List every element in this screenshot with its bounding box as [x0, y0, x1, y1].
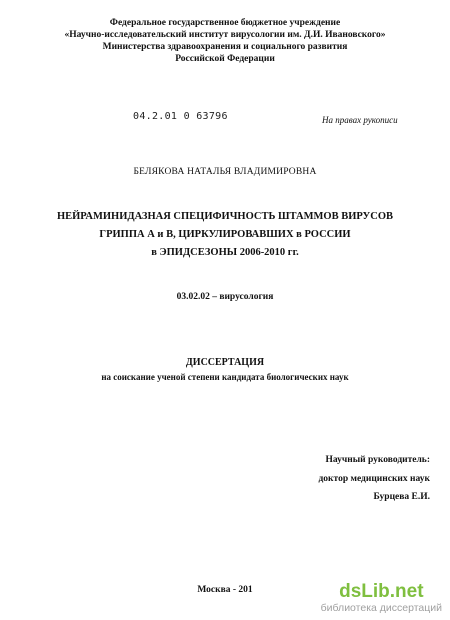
rights-note: На правах рукописи	[322, 115, 398, 125]
institution-header-line-3: Министерства здравоохранения и социального развития	[102, 42, 348, 52]
author-name: БЕЛЯКОВА НАТАЛЬЯ ВЛАДИМИРОВНА	[133, 167, 317, 177]
specialty-code: 03.02.02 – вирусология	[176, 292, 274, 302]
city-year: Москва - 201	[197, 585, 253, 595]
dslib-subtitle: библиотека диссертаций	[320, 602, 442, 614]
supervisor-name: Бурцева Е.И.	[373, 492, 430, 502]
registration-number-stamp: 04.2.01 0 63796	[133, 111, 228, 122]
institution-header-line-4: Российской Федерации	[175, 54, 275, 64]
institution-header-line-2: «Научно-исследовательский институт вирусологии им. Д.И. Ивановского»	[64, 30, 386, 40]
dslib-watermark	[321, 582, 442, 614]
dslib-logo: dsLib.net	[339, 581, 424, 602]
institution-header-line-1: Федеральное государственное бюджетное учреждение	[109, 18, 341, 28]
supervisor-degree: доктор медицинских наук	[318, 474, 430, 484]
dissertation-label: ДИССЕРТАЦИЯ	[185, 357, 265, 368]
dissertation-purpose: на соискание ученой степени кандидата биологических наук	[101, 372, 349, 382]
thesis-title-line-2: ГРИППА А и В, ЦИРКУЛИРОВАВШИХ в РОССИИ	[99, 229, 351, 240]
supervisor-label: Научный руководитель:	[325, 455, 430, 465]
thesis-title-line-3: в ЭПИДСЕЗОНЫ 2006-2010 гг.	[151, 247, 299, 258]
thesis-title-line-1: НЕЙРАМИНИДАЗНАЯ СПЕЦИФИЧНОСТЬ ШТАММОВ ВИРУСОВ	[56, 211, 394, 222]
